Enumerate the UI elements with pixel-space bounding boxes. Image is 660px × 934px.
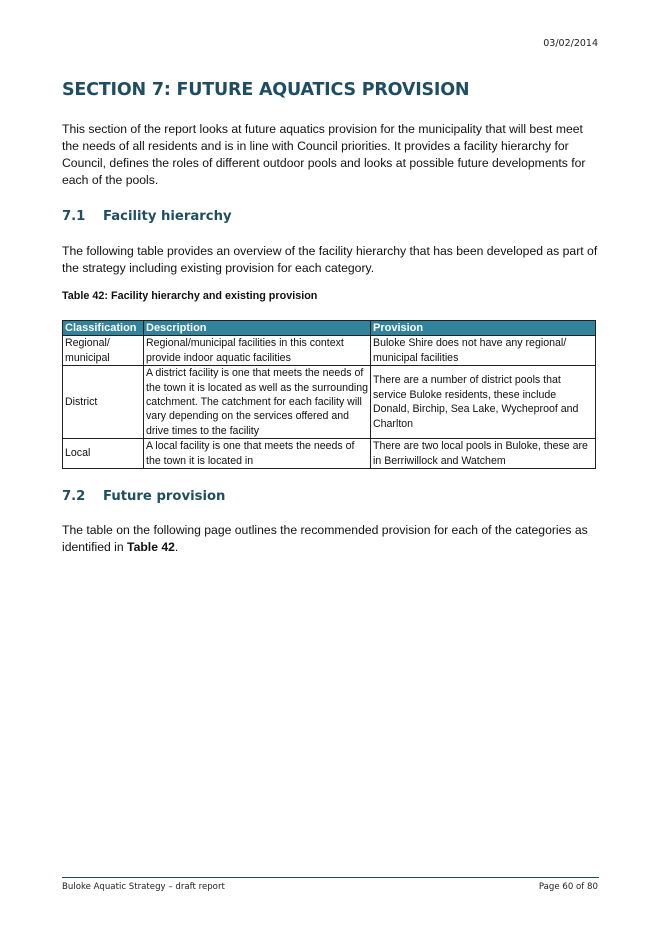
subsection-heading-facility-hierarchy bbox=[62, 209, 232, 224]
cell-provision: There are two local pools in Buloke, these are in Berriwillock and Watchem bbox=[371, 439, 596, 469]
cell-provision: There are a number of district pools that service Buloke residents, these include Donald, Birchip, Sea Lake, Wycheproof and Charlton bbox=[371, 366, 596, 439]
table-header-row bbox=[63, 321, 596, 336]
table-row bbox=[63, 439, 596, 469]
future-provision-paragraph bbox=[62, 522, 602, 556]
future-provision-text: The table on the following page outlines the recommended provision for each of the categories as identified in bbox=[62, 523, 588, 554]
table-row bbox=[63, 336, 596, 366]
cell-description: Regional/municipal facilities in this context provide indoor aquatic facilities bbox=[144, 336, 371, 366]
cell-classification: Local bbox=[63, 439, 144, 469]
subsection-heading-future-provision bbox=[62, 489, 225, 504]
column-header-provision: Provision bbox=[371, 321, 596, 336]
subsection-title: Future provision bbox=[103, 489, 226, 504]
facility-hierarchy-table bbox=[62, 320, 596, 469]
table-row bbox=[63, 366, 596, 439]
footer-divider bbox=[62, 877, 599, 878]
cell-provision: Buloke Shire does not have any regional/ municipal facilities bbox=[371, 336, 596, 366]
future-provision-text-end: . bbox=[174, 540, 179, 554]
table-reference: Table 42 bbox=[127, 540, 175, 554]
section-title: SECTION 7: FUTURE AQUATICS PROVISION bbox=[62, 80, 470, 100]
document-date: 03/02/2014 bbox=[543, 38, 598, 49]
cell-classification: District bbox=[63, 366, 144, 439]
subsection-number: 7.1 bbox=[62, 209, 86, 224]
section-intro-paragraph: This section of the report looks at future aquatics provision for the municipality that will best meet the needs of all residents and is in line with Council priorities. It provides a facility hierarchy for Council, defines the roles of different outdoor pools and looks at possible future developments for each of the pools. bbox=[62, 122, 586, 187]
footer-document-title: Buloke Aquatic Strategy – draft report bbox=[62, 882, 225, 892]
cell-classification: Regional/ municipal bbox=[63, 336, 144, 366]
subsection-title: Facility hierarchy bbox=[103, 209, 232, 224]
cell-description: A district facility is one that meets the needs of the town it is located as well as the surrounding catchment. The catchment for each facility will vary depending on the services offered and drive times to the facility bbox=[144, 366, 371, 439]
facility-hierarchy-paragraph: The following table provides an overview of the facility hierarchy that has been developed as part of the strategy including existing provision for each category. bbox=[62, 244, 598, 275]
cell-description: A local facility is one that meets the needs of the town it is located in bbox=[144, 439, 371, 469]
subsection-number: 7.2 bbox=[62, 489, 86, 504]
column-header-description: Description bbox=[144, 321, 371, 336]
column-header-classification: Classification bbox=[63, 321, 144, 336]
table-caption: Table 42: Facility hierarchy and existing provision bbox=[62, 290, 318, 302]
footer-page-number: Page 60 of 80 bbox=[538, 882, 598, 892]
